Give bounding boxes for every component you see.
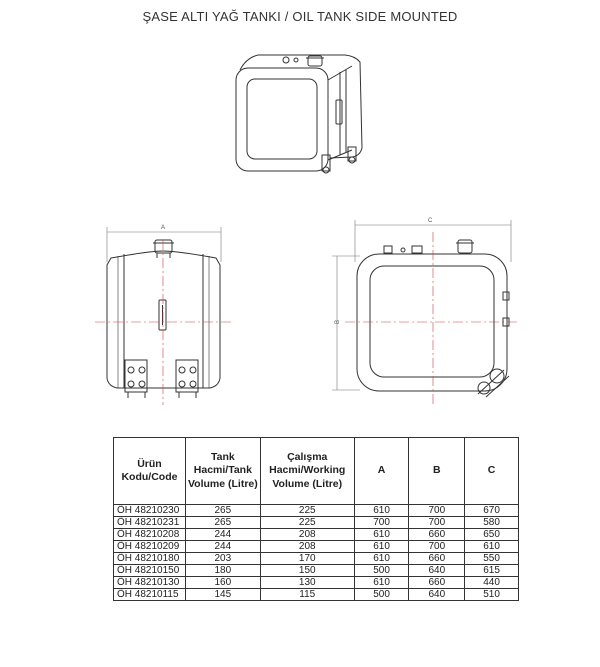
column-header-code: Ürün Kodu/Code (114, 438, 186, 505)
table-row (114, 529, 519, 541)
cell-tank-volume: 265 (185, 517, 260, 529)
cell-c: 510 (465, 589, 519, 601)
cell-b: 660 (409, 529, 465, 541)
cell-b: 640 (409, 565, 465, 577)
cell-c: 670 (465, 505, 519, 517)
spec-table (113, 437, 519, 601)
cell-code: ÖH 48210230 (114, 505, 186, 517)
column-header-c: C (465, 438, 519, 505)
table-header-row (114, 438, 519, 505)
cell-c: 615 (465, 565, 519, 577)
cell-code: ÖH 48210180 (114, 553, 186, 565)
cell-code: ÖH 48210209 (114, 541, 186, 553)
column-header-working-volume: Çalışma Hacmi/Working Volume (Litre) (260, 438, 354, 505)
cell-c: 650 (465, 529, 519, 541)
cell-c: 580 (465, 517, 519, 529)
table-row (114, 517, 519, 529)
cell-working-volume: 130 (260, 577, 354, 589)
cell-working-volume: 115 (260, 589, 354, 601)
dimension-c-label: C (428, 218, 433, 224)
table-row (114, 577, 519, 589)
cell-c: 440 (465, 577, 519, 589)
cell-tank-volume: 160 (185, 577, 260, 589)
front-view-drawing (95, 227, 232, 405)
cell-tank-volume: 265 (185, 505, 260, 517)
cell-c: 610 (465, 541, 519, 553)
cell-tank-volume: 180 (185, 565, 260, 577)
cell-working-volume: 208 (260, 529, 354, 541)
cell-code: ÖH 48210150 (114, 565, 186, 577)
cell-working-volume: 150 (260, 565, 354, 577)
cell-b: 660 (409, 577, 465, 589)
cell-tank-volume: 244 (185, 541, 260, 553)
table-row (114, 505, 519, 517)
table-row (114, 589, 519, 601)
cell-a: 610 (354, 541, 409, 553)
cell-code: ÖH 48210231 (114, 517, 186, 529)
cell-working-volume: 208 (260, 541, 354, 553)
column-header-b: B (409, 438, 465, 505)
cell-b: 660 (409, 553, 465, 565)
cell-working-volume: 225 (260, 517, 354, 529)
cell-a: 500 (354, 589, 409, 601)
dimension-a-label: A (161, 225, 166, 231)
column-header-a: A (354, 438, 409, 505)
cell-c: 550 (465, 553, 519, 565)
isometric-tank-drawing (236, 55, 362, 173)
cell-a: 610 (354, 505, 409, 517)
cell-b: 700 (409, 541, 465, 553)
cell-working-volume: 225 (260, 505, 354, 517)
cell-tank-volume: 203 (185, 553, 260, 565)
table-row (114, 553, 519, 565)
cell-a: 610 (354, 577, 409, 589)
cell-a: 610 (354, 553, 409, 565)
cell-tank-volume: 244 (185, 529, 260, 541)
cell-b: 700 (409, 517, 465, 529)
table-row (114, 565, 519, 577)
column-header-tank-volume: Tank Hacmi/Tank Volume (Litre) (185, 438, 260, 505)
cell-a: 700 (354, 517, 409, 529)
cell-b: 640 (409, 589, 465, 601)
page-title: ŞASE ALTI YAĞ TANKI / OIL TANK SIDE MOUNTED (142, 9, 458, 24)
cell-code: ÖH 48210130 (114, 577, 186, 589)
cell-b: 700 (409, 505, 465, 517)
cell-a: 500 (354, 565, 409, 577)
cell-tank-volume: 145 (185, 589, 260, 601)
dimension-b-label: B (335, 319, 341, 324)
cell-a: 610 (354, 529, 409, 541)
side-view-drawing (332, 220, 520, 405)
table-row (114, 541, 519, 553)
cell-working-volume: 170 (260, 553, 354, 565)
cell-code: ÖH 48210115 (114, 589, 186, 601)
cell-code: ÖH 48210208 (114, 529, 186, 541)
